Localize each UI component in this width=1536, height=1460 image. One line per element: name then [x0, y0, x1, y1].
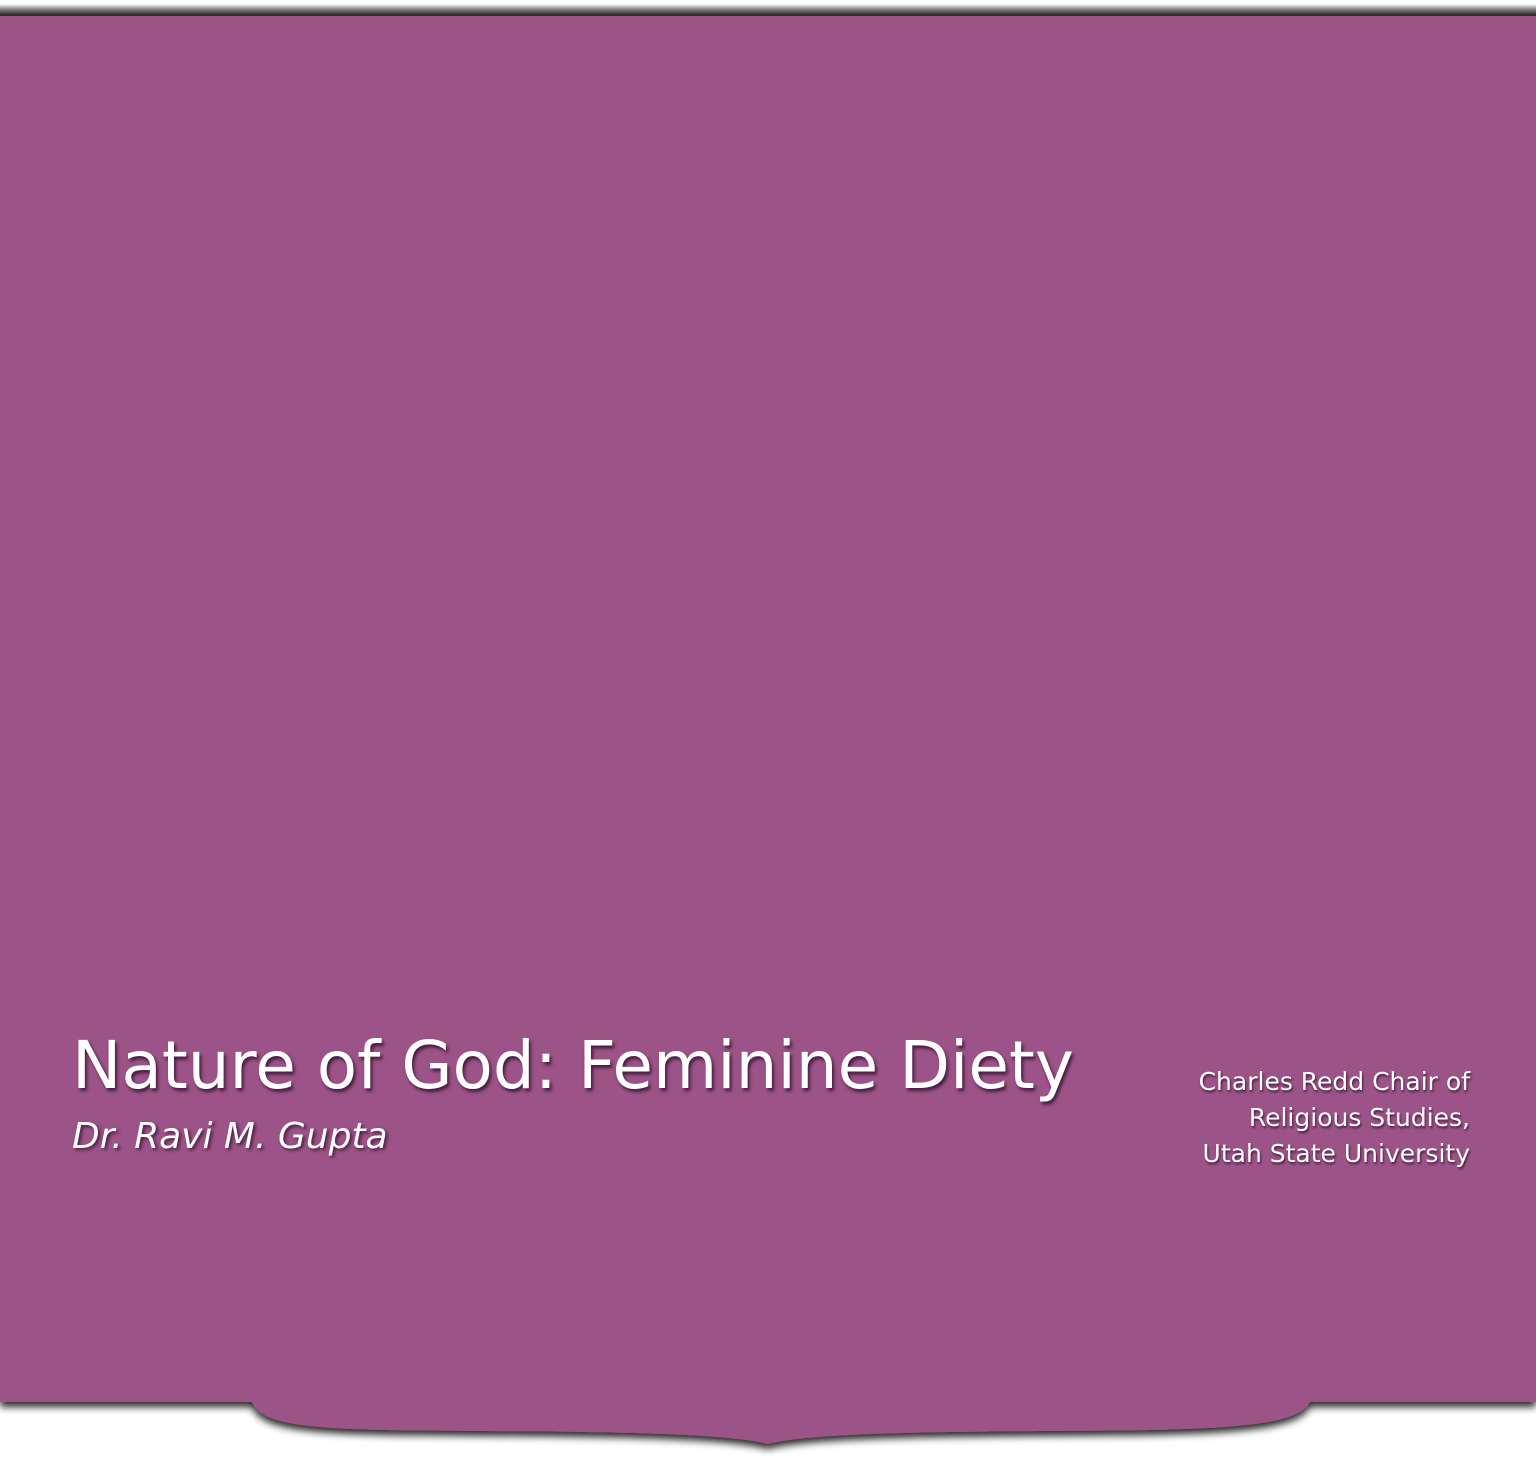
slide-panel — [0, 16, 1536, 1444]
presenter-name: Dr. Ravi M. Gupta — [72, 1116, 388, 1157]
affiliation-line: Religious Studies, — [1248, 1103, 1470, 1132]
affiliation-line: Utah State University — [1202, 1139, 1470, 1168]
affiliation-line: Charles Redd Chair of — [1198, 1067, 1470, 1096]
presenter-affiliation — [1050, 1064, 1470, 1172]
slide-title: Nature of God: Feminine Diety — [72, 1027, 1074, 1104]
